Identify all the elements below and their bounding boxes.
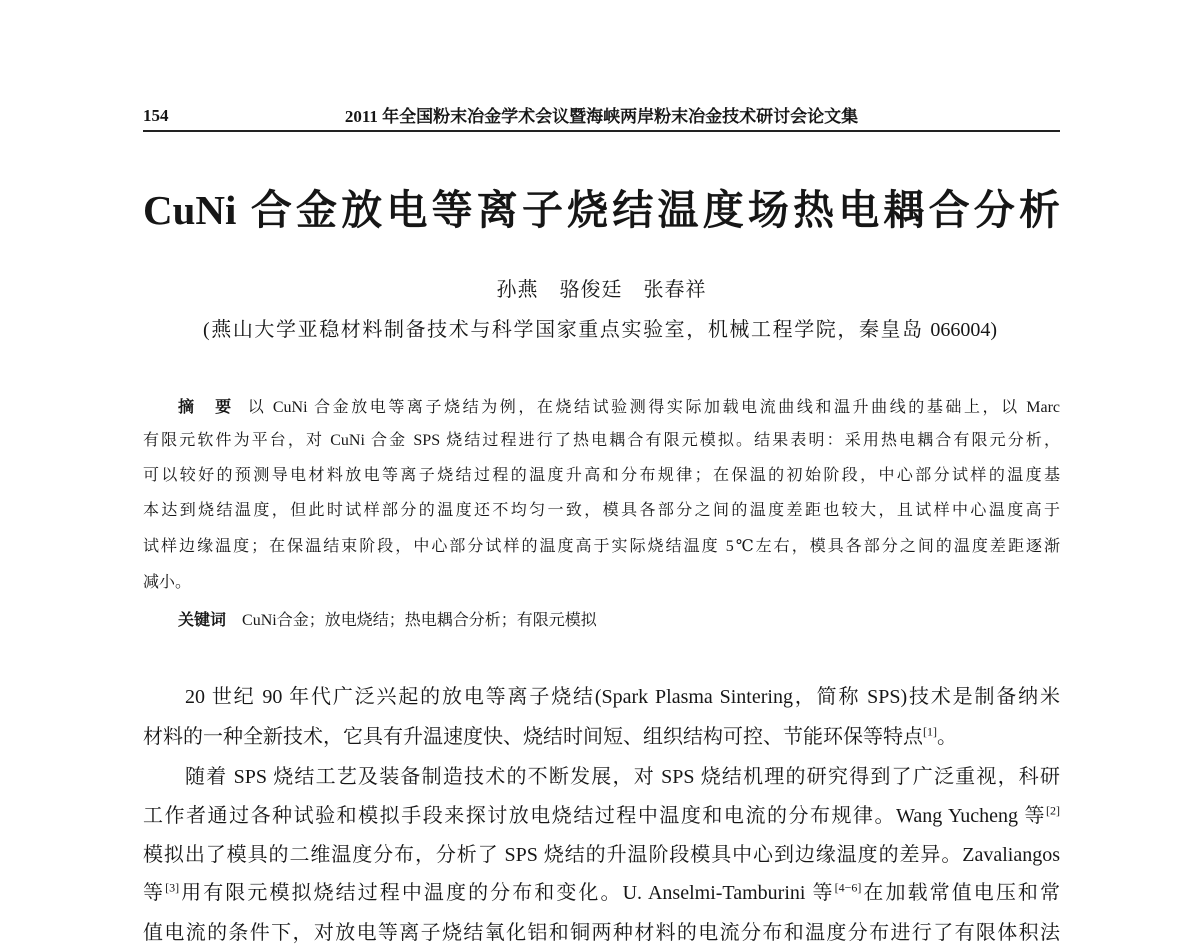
citation-ref: [4−6] xyxy=(834,880,862,895)
body-line-7 xyxy=(143,916,1060,950)
author-list: 孙燕 骆俊廷 张春祥 xyxy=(496,279,707,301)
body-line-5 xyxy=(143,838,1060,872)
body-line-2 xyxy=(143,720,1060,754)
abstract-text: 以 CuNi 合金放电等离子烧结为例，在烧结试验测得实际加载电流曲线和温升曲线的基础上，以 Marc xyxy=(247,399,1060,416)
body-line-3 xyxy=(185,760,1060,794)
body-text: 在加载常值电压和常 xyxy=(861,882,1060,904)
body-text: 随着 SPS 烧结工艺及装备制造技术的不断发展，对 SPS 烧结机理的研究得到了广泛重视，科研 xyxy=(185,766,1060,788)
citation-ref: [3] xyxy=(165,880,180,895)
header-rule xyxy=(143,130,1060,132)
abstract-label: 摘 要 xyxy=(178,397,234,416)
body-text: 工作者通过各种试验和模拟手段来探讨放电烧结过程中温度和电流的分布规律。Wang Yucheng 等 xyxy=(143,805,1046,827)
body-text: 值电流的条件下，对放电等离子烧结氧化铝和铜两种材料的电流分布和温度分布进行了有限体积法 xyxy=(143,922,1060,944)
abstract-line-1 xyxy=(178,392,1060,422)
author-affiliation: (燕山大学亚稳材料制备技术与科学国家重点实验室，机械工程学院，秦皇岛 066004) xyxy=(203,319,997,341)
body-text: 20 世纪 90 年代广泛兴起的放电等离子烧结(Spark Plasma Sintering，简称 SPS)技术是制备纳米 xyxy=(185,686,1060,708)
abstract-line-5: 试样边缘温度；在保温结束阶段，中心部分试样的温度高于实际烧结温度 5℃左右，模具各部分之间的温度差距逐渐 xyxy=(143,538,1060,555)
body-text: 模拟出了模具的二维温度分布，分析了 SPS 烧结的升温阶段模具中心到边缘温度的差异。Zavaliangos xyxy=(143,844,1060,866)
abstract-line-3: 可以较好的预测导电材料放电等离子烧结过程的温度升高和分布规律；在保温的初始阶段，中心部分试样的温度基 xyxy=(143,467,1060,484)
abstract-line-2: 有限元软件为平台，对 CuNi 合金 SPS 烧结过程进行了热电耦合有限元模拟。结果表明：采用热电耦合有限元分析， xyxy=(143,432,1060,449)
citation-ref: [2] xyxy=(1046,803,1060,818)
paper-title: CuNi 合金放电等离子烧结温度场热电耦合分析 xyxy=(143,187,1060,233)
abstract-line-6: 减小。 xyxy=(143,574,192,591)
body-text: 材料的一种全新技术，它具有升温速度快、烧结时间短、组织结构可控、节能环保等特点 xyxy=(143,726,923,748)
keywords-line xyxy=(178,605,1060,635)
abstract-line-4: 本达到烧结温度，但此时试样部分的温度还不均匀一致，模具各部分之间的温度差距也较大，且试样中心温度高于 xyxy=(143,502,1060,519)
body-text: 用有限元模拟烧结过程中温度的分布和变化。U. Anselmi-Tamburini 等 xyxy=(179,882,835,904)
citation-ref: [1] xyxy=(923,724,937,739)
running-header-title: 2011 年全国粉末冶金学术会议暨海峡两岸粉末冶金技术研讨会论文集 xyxy=(344,107,859,126)
keywords-label: 关键词 xyxy=(178,610,227,629)
keywords-text: CuNi合金；放电烧结；热电耦合分析；有限元模拟 xyxy=(242,612,597,629)
body-line-4 xyxy=(143,799,1060,833)
body-line-1 xyxy=(185,680,1060,714)
body-text: 。 xyxy=(937,726,957,748)
body-text: 等 xyxy=(143,882,166,904)
body-line-6 xyxy=(143,876,1060,910)
page-number: 154 xyxy=(143,106,169,125)
